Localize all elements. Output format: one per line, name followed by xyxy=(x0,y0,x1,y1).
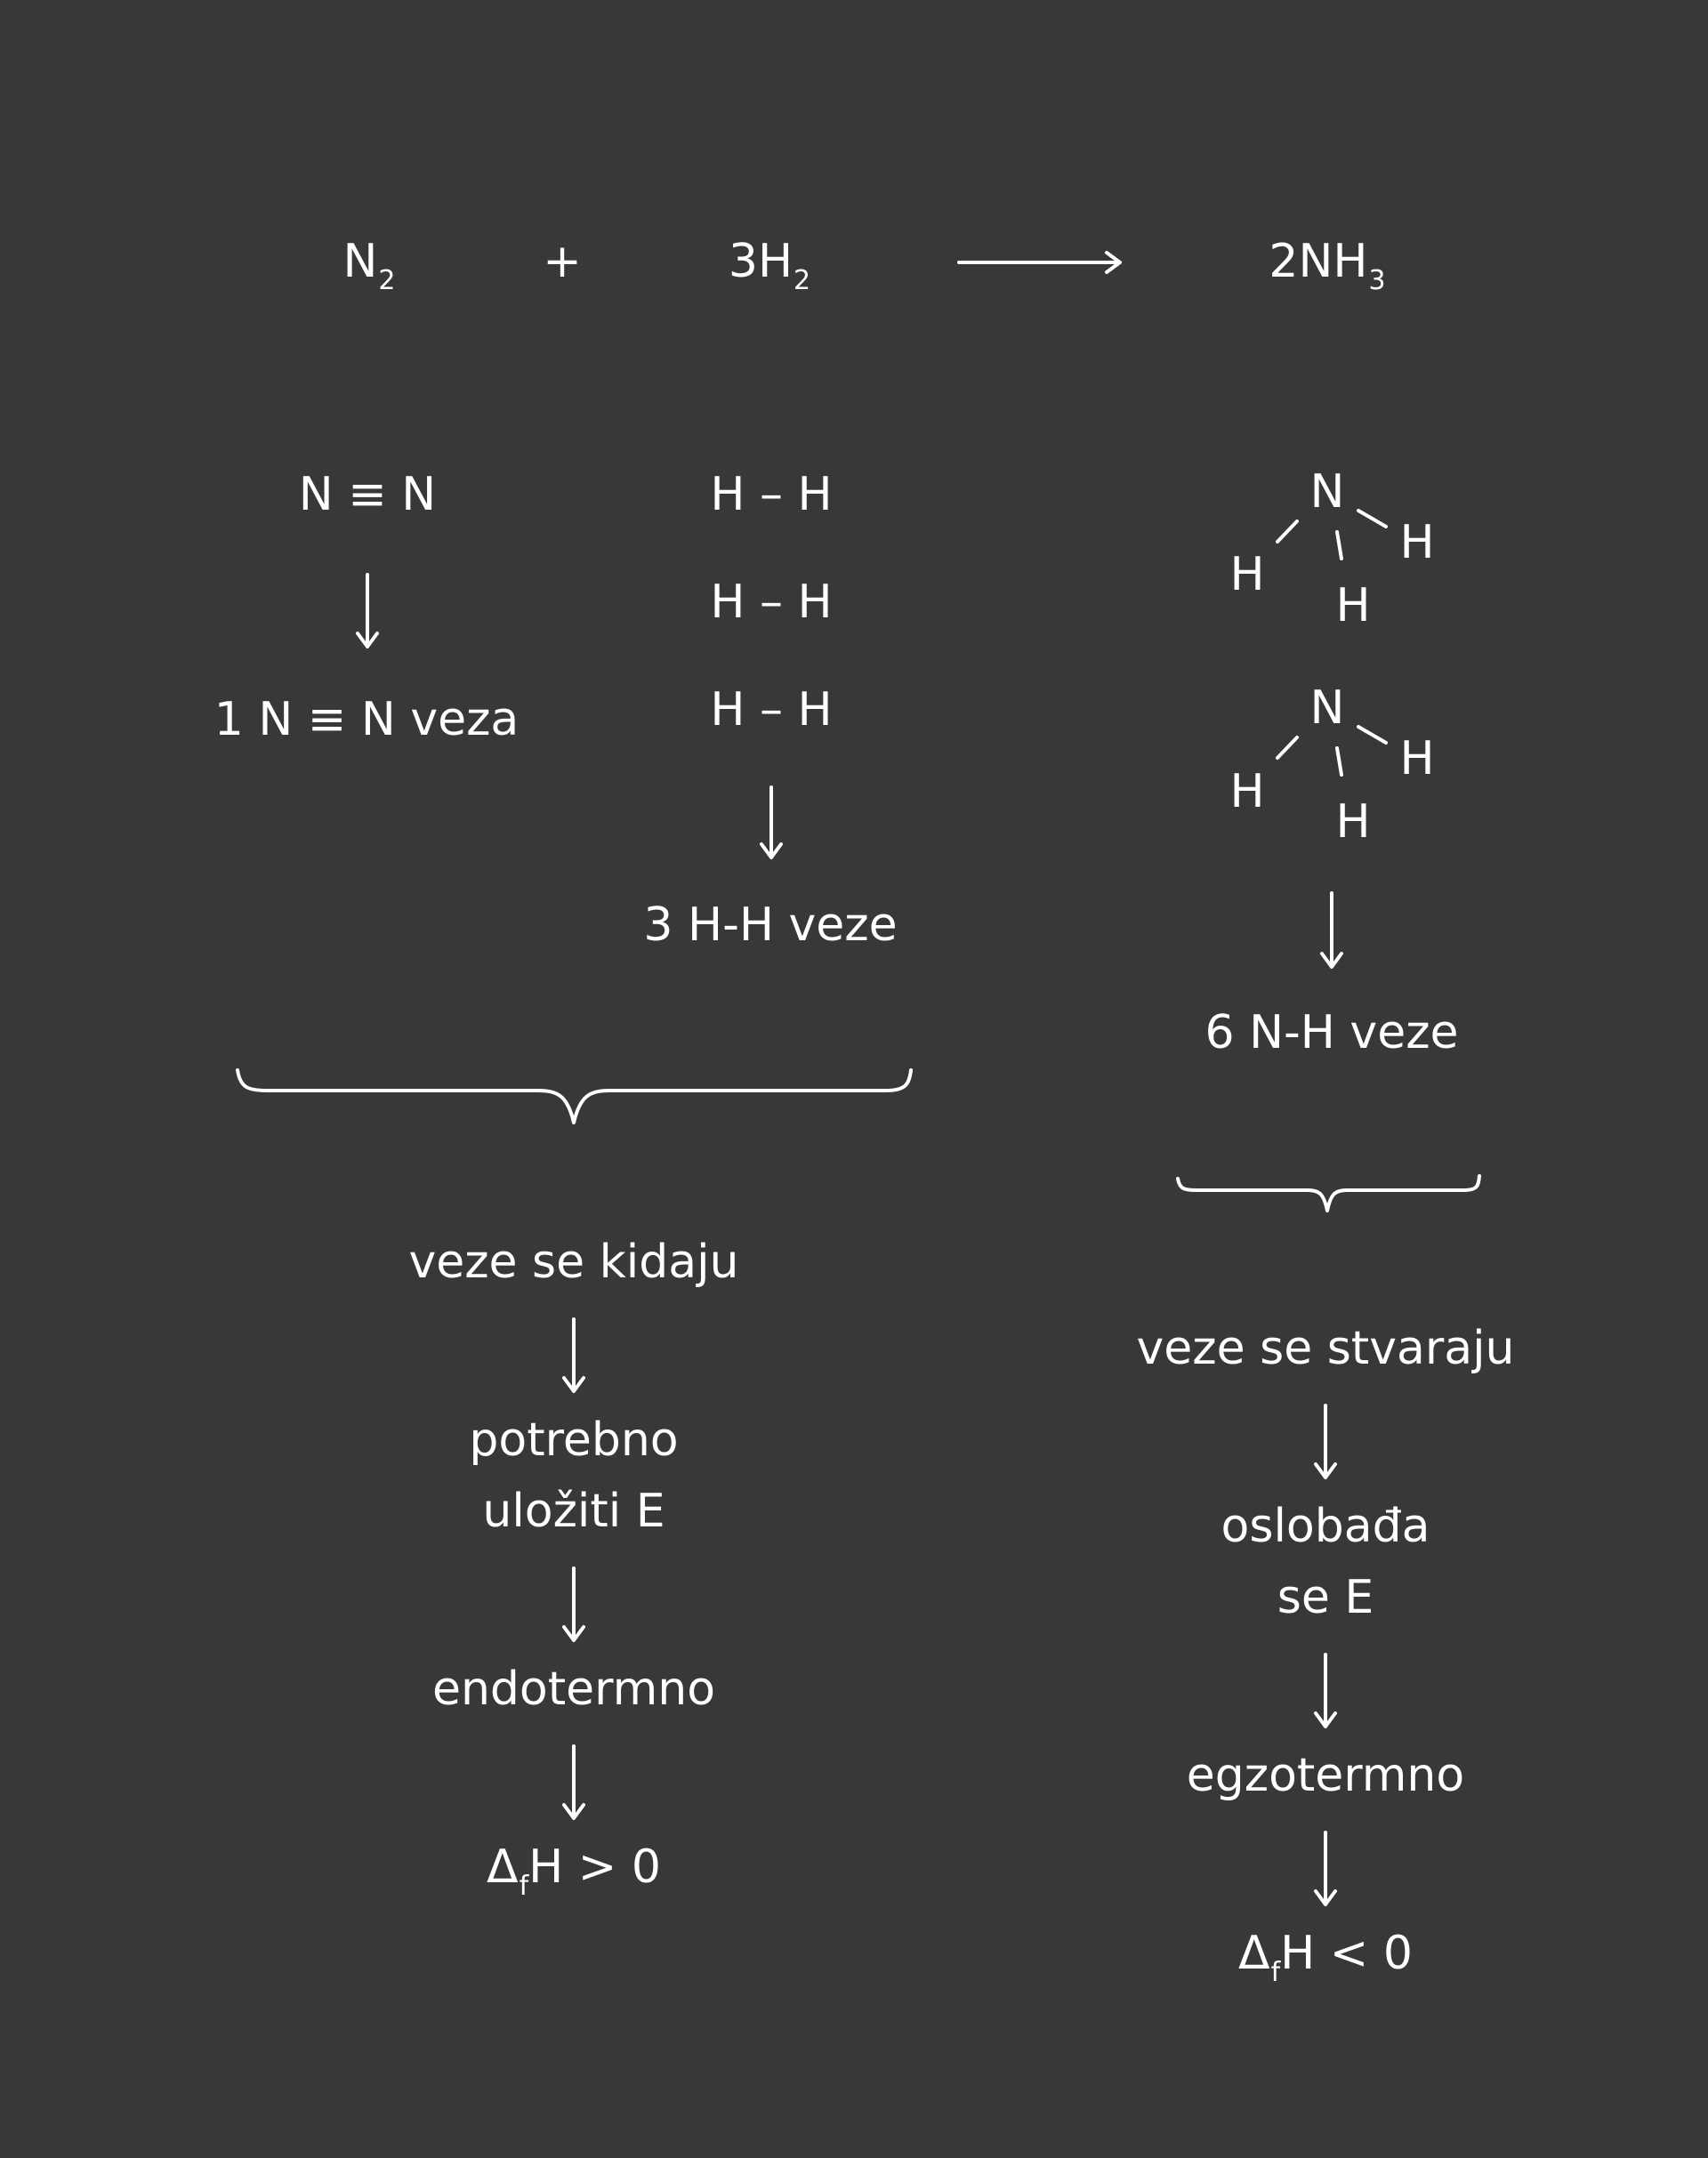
nh3-1-h-bottom: H xyxy=(1335,579,1371,632)
plus-sign: + xyxy=(543,235,582,288)
forming-line1: oslobađa xyxy=(1221,1500,1430,1553)
breaking-type: endotermno xyxy=(431,1663,716,1716)
breaking-arrow-2 xyxy=(564,1568,584,1640)
reaction-arrow xyxy=(959,253,1120,272)
nh3-1-bonds xyxy=(1277,511,1386,559)
h2-structure-2: H – H xyxy=(710,576,833,629)
product-nh3: $2NH_3$ xyxy=(1269,235,1386,296)
nh3-1-h-left: H xyxy=(1229,548,1265,601)
nh3-down-arrow xyxy=(1322,893,1341,967)
forming-arrow-3 xyxy=(1316,1832,1335,1904)
breaking-line2: uložiti E xyxy=(482,1485,665,1538)
breaking-line1: potrebno xyxy=(469,1413,679,1467)
h2-down-arrow xyxy=(761,787,781,858)
nh3-bond-count: 6 N-H veze xyxy=(1204,1006,1459,1059)
nh3-2-h-left: H xyxy=(1229,765,1265,818)
breaking-enthalpy: $\Delta_fH > 0$ xyxy=(487,1840,661,1902)
h2-bond-count: 3 H-H veze xyxy=(643,898,898,952)
right-brace xyxy=(1178,1176,1479,1211)
h2-structure-3: H – H xyxy=(710,683,833,737)
nh3-2-bonds xyxy=(1277,727,1386,775)
nh3-2-h-bottom: H xyxy=(1335,795,1371,849)
nh3-2-n-atom: N xyxy=(1309,681,1345,735)
forming-arrow-2 xyxy=(1316,1655,1335,1727)
n2-down-arrow xyxy=(358,575,377,647)
nh3-1-h-right: H xyxy=(1399,516,1435,569)
reactant-h2: $3H_2$ xyxy=(728,235,811,296)
forming-line2: se E xyxy=(1277,1571,1374,1624)
forming-title: veze se stvaraju xyxy=(1136,1322,1515,1375)
reactant-n2: $N_2$ xyxy=(342,235,396,296)
n2-structure: N ≡ N xyxy=(298,468,437,521)
h2-structure-1: H – H xyxy=(710,468,833,521)
breaking-arrow-3 xyxy=(564,1746,584,1818)
left-brace xyxy=(238,1070,911,1123)
n2-bond-count: 1 N ≡ N veza xyxy=(214,693,520,746)
breaking-title: veze se kidaju xyxy=(408,1236,739,1289)
forming-type: egzotermno xyxy=(1186,1749,1465,1802)
breaking-arrow-1 xyxy=(564,1319,584,1391)
nh3-1-n-atom: N xyxy=(1309,465,1345,519)
forming-arrow-1 xyxy=(1316,1405,1335,1478)
nh3-2-h-right: H xyxy=(1399,732,1435,785)
forming-enthalpy: $\Delta_fH < 0$ xyxy=(1238,1927,1413,1988)
